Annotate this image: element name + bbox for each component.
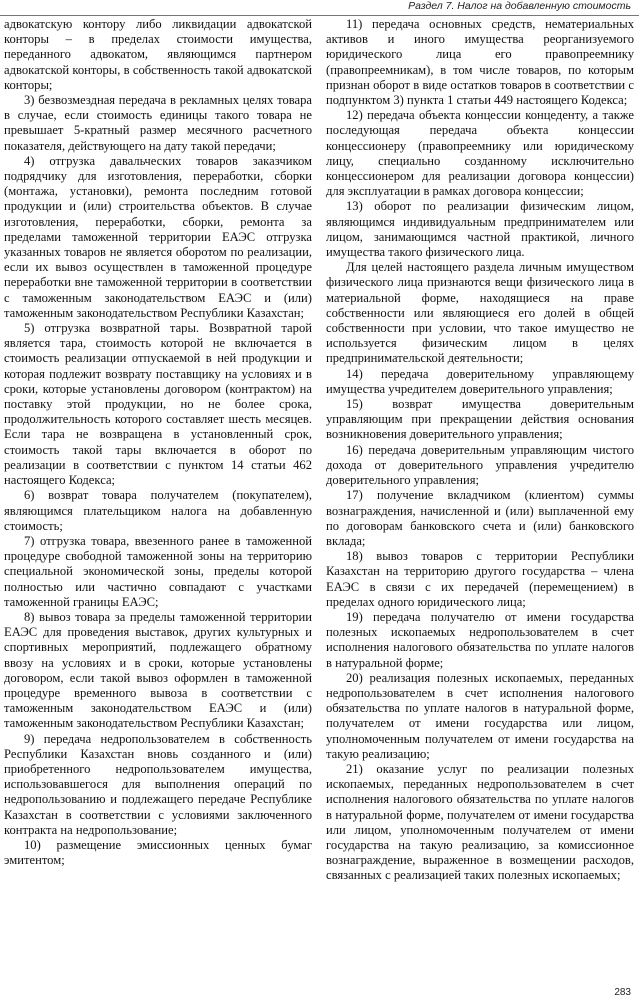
paragraph: 18) вывоз товаров с территории Республики Казахстан на территорию другого государства – члена ЕАЭС в связи с их передачей (перемещением) в пределах одного юридического лица; [326,549,634,609]
paragraph: 5) отгрузка возвратной тары. Возвратной тарой является тара, стоимость которой не включается в стоимость реализации отпускаемой в ней продукции и которая подлежит возврату поставщику на условиях и в сроки, которые установлены договором (контрактом) на поставку этой продукции, но не более срока, продолжительность которого составляет шесть месяцев. Если тара не возвращена в установленный срок, стоимость такой тары включается в оборот по реализации в соответствии с пунктом 14 статьи 462 настоящего Кодекса; [4,321,312,488]
paragraph: 4) отгрузка давальческих товаров заказчиком подрядчику для изготовления, переработки, сборки (монтажа, установки), ремонта последним готовой продукции и (или) строительства объектов. В случае изготовления, переработки, сборки, ремонта за пределами таможенной территории ЕАЭС отгрузка указанных товаров не является оборотом по реализации, если их вывоз осуществлен в таможенной процедуре переработки вне таможенной территории в соответствии с таможенным законодательством ЕАЭС и (или) таможенным законодательством Республики Казахстан; [4,153,312,320]
running-title: Раздел 7. Налог на добавленную стоимость [408,0,631,12]
paragraph: 13) оборот по реализации физическим лицом, являющимся индивидуальным предпринимателем или лицом, занимающимся частной практикой, личного имущества такого физического лица. [326,199,634,260]
paragraph: 20) реализация полезных ископаемых, переданных недропользователем в счет исполнения налогового обязательства по уплате налогов в натуральной форме, получателем от имени государства или лицом, уполномоченным получателем от имени государства на такую реализацию; [326,670,634,761]
paragraph: Для целей настоящего раздела личным имуществом физического лица признаются вещи физического лица в материальной форме, находящиеся на праве собственности или являющиеся его долей в общей собственности при условии, что такое имущество не используется физическим лицом в целях предпринимательской деятельности; [326,260,634,366]
paragraph: 7) отгрузка товара, ввезенного ранее в таможенной процедуре свободной таможенной зоны на территорию специальной экономической зоны, пределы которой полностью или частично совпадают с участками таможенной границы ЕАЭС; [4,533,312,609]
paragraph: 16) передача доверительным управляющим чистого дохода от доверительного управления учредителю доверительного управления; [326,442,634,488]
paragraph: 3) безвозмездная передача в рекламных целях товара в случае, если стоимость единицы такого товара не превышает 5-кратный размер месячного расчетного показателя, действующего на дату такой передачи; [4,93,312,153]
paragraph: 14) передача доверительному управляющему имущества учредителем доверительного управления; [326,366,634,396]
paragraph: 9) передача недропользователем в собственность Республики Казахстан вновь созданного и (или) приобретенного недропользователем имущества, использовавшегося для выполнения операций по недропользованию и подлежащего передаче Республике Казахстан в соответствии с условиями заключенного контракта на недропользование; [4,731,312,837]
paragraph: 8) вывоз товара за пределы таможенной территории ЕАЭС для проведения выставок, других культурных и спортивных мероприятий, подлежащего обратному ввозу на условиях и в сроки, которые установлены договором, если такой вывоз оформлен в таможенной процедуре временного вывоза в соответствии с таможенным законодательством ЕАЭС и (или) таможенным законодательством Республики Казахстан; [4,609,312,731]
right-column [326,17,634,884]
left-column [4,17,312,868]
paragraph: 12) передача объекта концессии концеденту, а также последующая передача объекта концессии концессионеру (правопреемнику или юридическому лицу, специально созданному исключительно концессионером для реализации договора концессии) для эксплуатации в рамках договора концессии; [326,108,634,199]
paragraph: 6) возврат товара получателем (покупателем), являющимся плательщиком налога на добавленную стоимость; [4,488,312,533]
running-header [0,0,639,16]
paragraph: 17) получение вкладчиком (клиентом) суммы вознаграждения, начисленной и (или) выплаченной ему по договорам банковского счета и (или) банковского вклада; [326,488,634,548]
paragraph: 21) оказание услуг по реализации полезных ископаемых, переданных недропользователем в счет исполнения налогового обязательства по уплате налогов в натуральной форме, получателем от имени государства или лицом, уполномоченным получателем от имени государства на такую реализацию, за комиссионное вознаграждение, выраженное в возмещении расходов, связанных с реализацией таких полезных ископаемых; [326,761,634,883]
paragraph: 19) передача получателю от имени государства полезных ископаемых недропользователем в счет исполнения налогового обязательства по уплате налогов в натуральной форме; [326,609,634,670]
paragraph: адвокатскую контору либо ликвидации адвокатской конторы – в пределах стоимости имущества, переданного адвокатом, являющимся партнером адвокатской конторы, в собственность такой адвокатской конторы; [4,17,312,92]
paragraph: 11) передача основных средств, нематериальных активов и иного имущества реорганизуемого юридического лица его правопреемнику (правопреемникам), в том числе товаров, по которым признан оборот в виде остатков товаров в соответствии с подпунктом 3) пункта 1 статьи 449 настоящего Кодекса; [326,17,634,108]
paragraph: 15) возврат имущества доверительным управляющим при прекращении действия основания возникновения доверительного управления; [326,397,634,442]
paragraph: 10) размещение эмиссионных ценных бумаг эмитентом; [4,837,312,868]
page-number: 283 [614,987,631,998]
